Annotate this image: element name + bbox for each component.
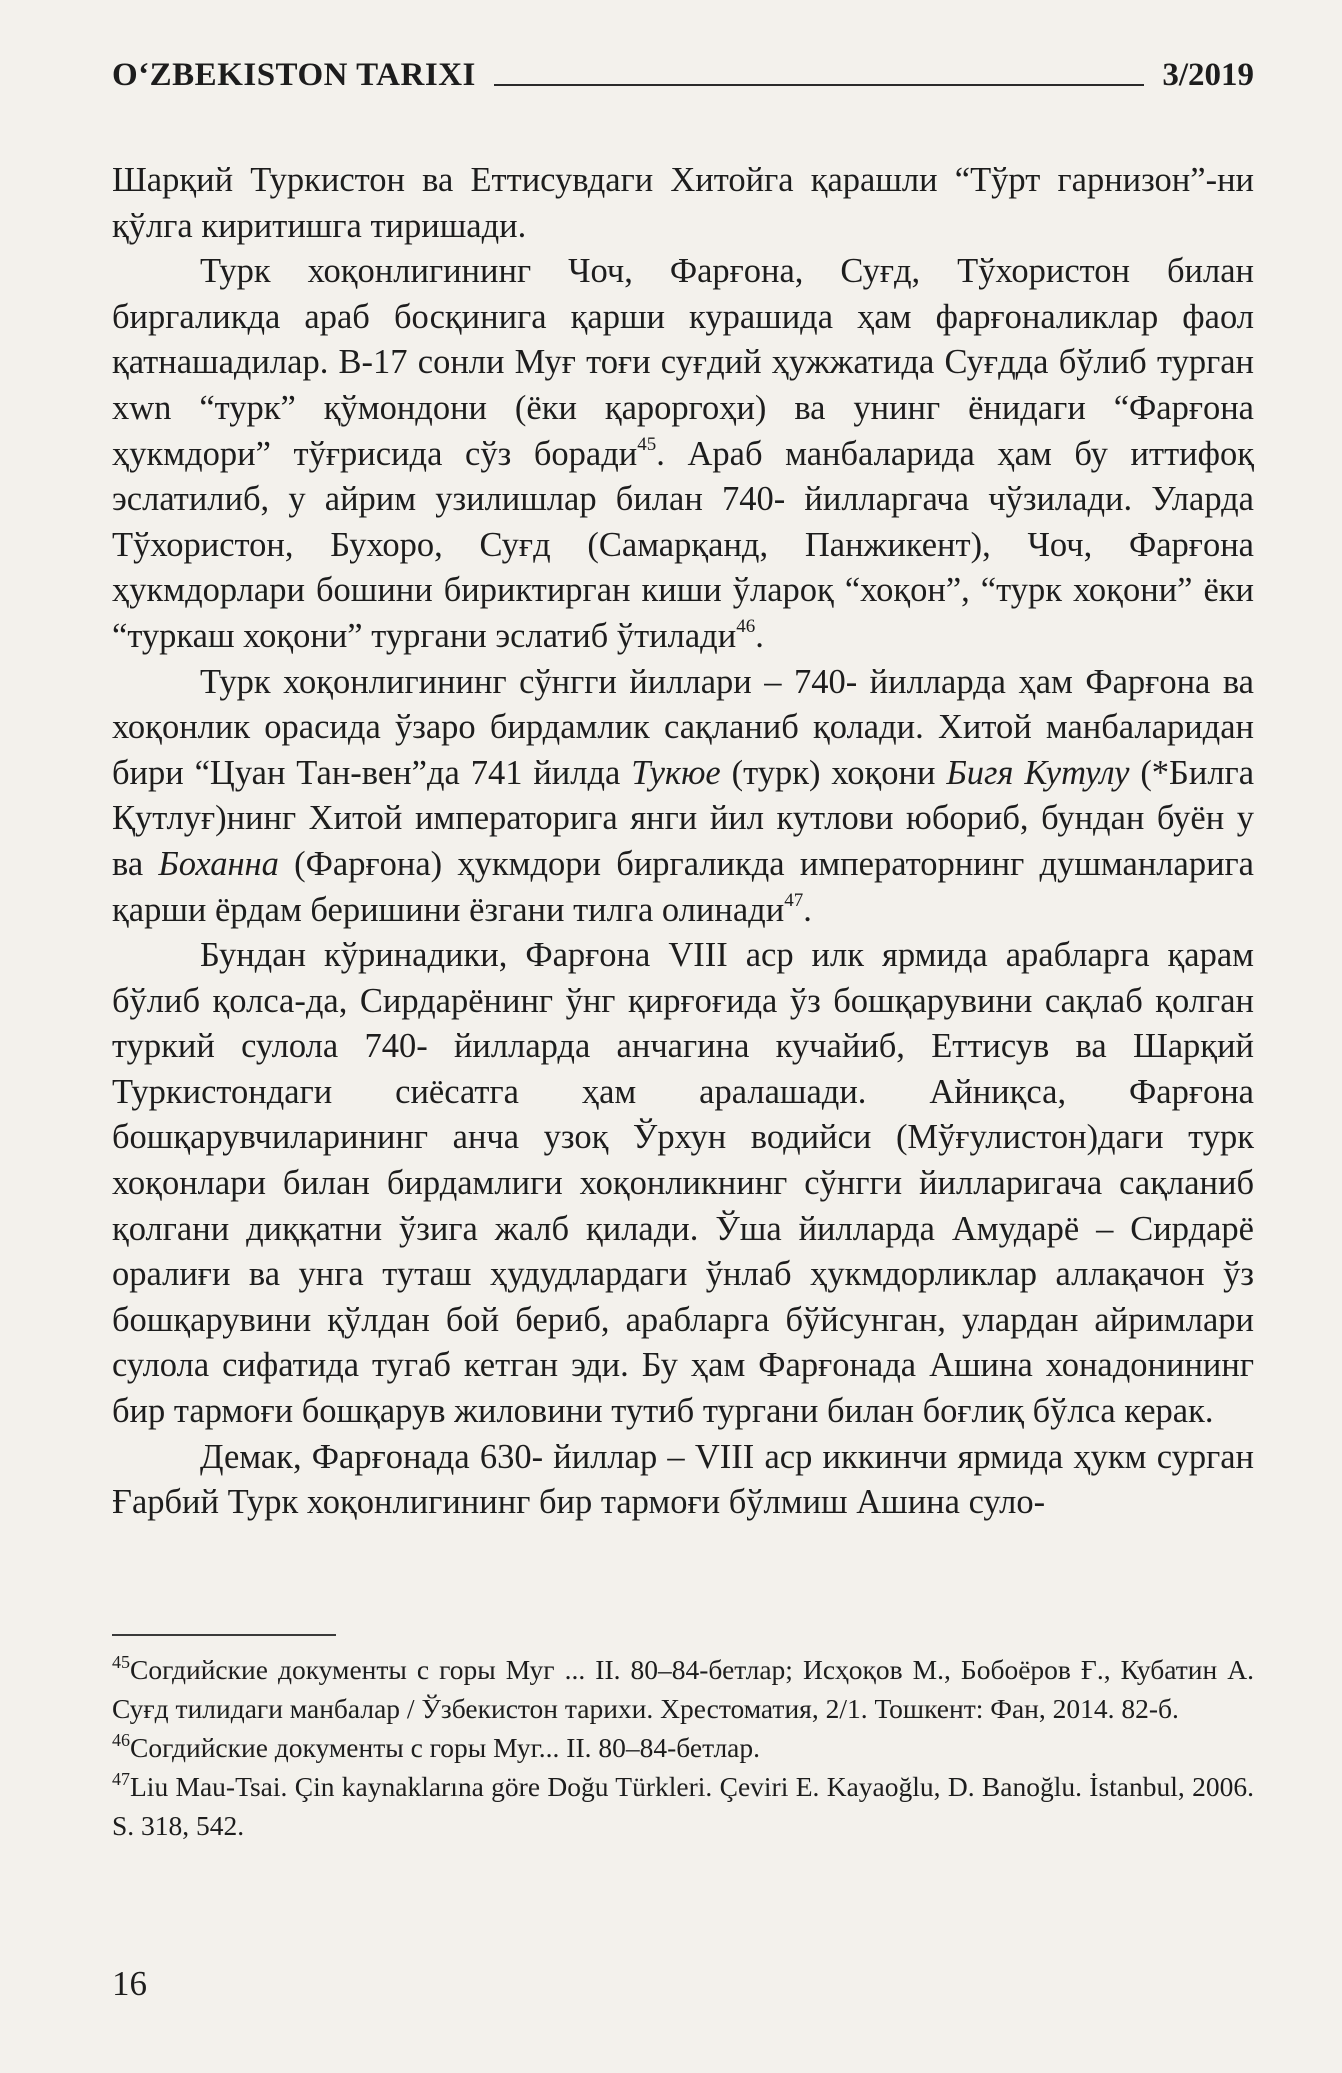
footnote [112,1728,1254,1767]
text-run: (*Билга Қутлуғ)нинг Хитой императорига янги йил кутлови юбориб, бундан буён у ва [112,753,1255,883]
header-rule [494,84,1144,86]
body-paragraph [112,660,1254,934]
italic-term: Боханна [158,844,279,883]
footnote-number: 46 [112,1730,130,1750]
text-run: (турк) хоқони [720,753,947,792]
footnote-reference: 47 [784,889,804,911]
text-run: . [803,890,812,929]
italic-term: Тукюе [631,753,721,792]
footnote [112,1650,1254,1728]
text-run: Шарқий Туркистон ва Еттисувдаги Хитойга қарашли “Тўрт гарнизон”-ни қўлга киритишга тиришади. [112,161,1254,245]
issue-number: 3/2019 [1162,57,1254,93]
footnote-number: 45 [112,1652,130,1672]
text-run: . Араб манбаларида ҳам бу иттифоқ эслатилиб, у айрим узилишлар билан 740- йилларгача чўзилади. Уларда Тўхористон, Бухоро, Суғд (Самарқанд, Панжикент), Чоч, Фарғона ҳукмдорлари бошини бириктирган киши ўлароқ “хоқон”, “турк хоқони” ёки “туркаш хоқони” тургани эслатиб ўтилади [112,434,1254,655]
footnotes [112,1650,1254,1845]
footnote-text: Согдийские документы с горы Муг ... II. 80–84-бетлар; Исҳоқов М., Бобоёров Ғ., Кубатин А. Суғд тилидаги манбалар / Ўзбекистон тарихи. Хрестоматия, 2/1. Тошкент: Фан, 2014. 82-б. [112,1654,1254,1724]
footnote-number: 47 [112,1769,130,1789]
text-run: Турк хоқонлигининг сўнгги йиллари – 740- йилларда ҳам Фарғона ва хоқонлик орасида ўзаро бирдамлик сақланиб қолади. Хитой манбаларидан бири “Цуан Тан-вен”да 741 йилда [112,662,1254,792]
footnote-text: Liu Mau-Tsai. Çin kaynaklarına göre Doğu Türkleri. Çeviri E. Kayaoğlu, D. Banoğlu. İstanbul, 2006. S. 318, 542. [112,1771,1254,1841]
text-run: Бундан кўринадики, Фарғона VIII аср илк ярмида арабларга қарам бўлиб қолса-да, Сирдарёнинг ўнг қирғоғида ўз бошқарувини сақлаб қолган туркий сулола 740- йилларда анчагина кучайиб, Еттисув ва Шарқий Туркистондаги сиёсатга ҳам аралашади. Айниқса, Фарғона бошқарувчиларининг анча узоқ Ўрхун водийси (Мўғулистон)даги турк хоқонлари билан бирдамлиги хоқонликнинг сўнгги йилларигача сақланиб қолгани диққатни ўзига жалб қилади. Ўша йилларда Амударё – Сирдарё оралиғи ва унга туташ ҳудудлардаги ўнлаб ҳукмдорликлар аллақачон ўз бошқарувини қўлдан бой бериб, арабларга бўйсунган, улардан айримлари сулола сифатида тугаб кетган эди. Бу ҳам Фарғонада Ашина хонадонининг бир тармоғи бошқарув жиловини тутиб тургани билан боғлиқ бўлса керак. [112,936,1254,1431]
footnote-reference: 45 [637,433,657,455]
footnote-reference: 46 [736,615,756,637]
footnote-text: Согдийские документы с горы Муг... II. 80–84-бетлар. [130,1732,761,1763]
italic-term: Бигя Кутулу [946,753,1130,792]
article-body [112,158,1254,1526]
footnote-separator [112,1634,336,1636]
text-run: Турк хоқонлигининг Чоч, Фарғона, Суғд, Тўхористон билан биргаликда араб босқинига қарши курашида ҳам фарғоналиклар фаол қатнашадилар. В-17 сонли Муғ тоғи суғдий ҳужжатида Суғдда бўлиб турган xwn “турк” қўмондони (ёки қароргоҳи) ва унинг ёнидаги “Фарғона ҳукмдори” тўғрисида сўз боради [112,252,1254,473]
text-run: . [755,616,764,655]
running-header [112,50,1254,94]
footnote [112,1767,1254,1845]
page-number: 16 [112,1964,147,2003]
body-paragraph [112,158,1254,249]
text-run: (Фарғона) ҳукмдори биргаликда императорнинг душманларига қарши ёрдам беришини ёзгани тилга олинади [112,844,1254,929]
body-paragraph [112,249,1254,659]
body-paragraph [112,1435,1254,1526]
text-run: Демак, Фарғонада 630- йиллар – VIII аср иккинчи ярмида ҳукм сурган Ғарбий Турк хоқонлигининг бир тармоғи бўлмиш Ашина суло- [112,1437,1254,1522]
journal-title: O‘ZBEKISTON TARIXI [112,57,476,93]
body-paragraph [112,933,1254,1435]
